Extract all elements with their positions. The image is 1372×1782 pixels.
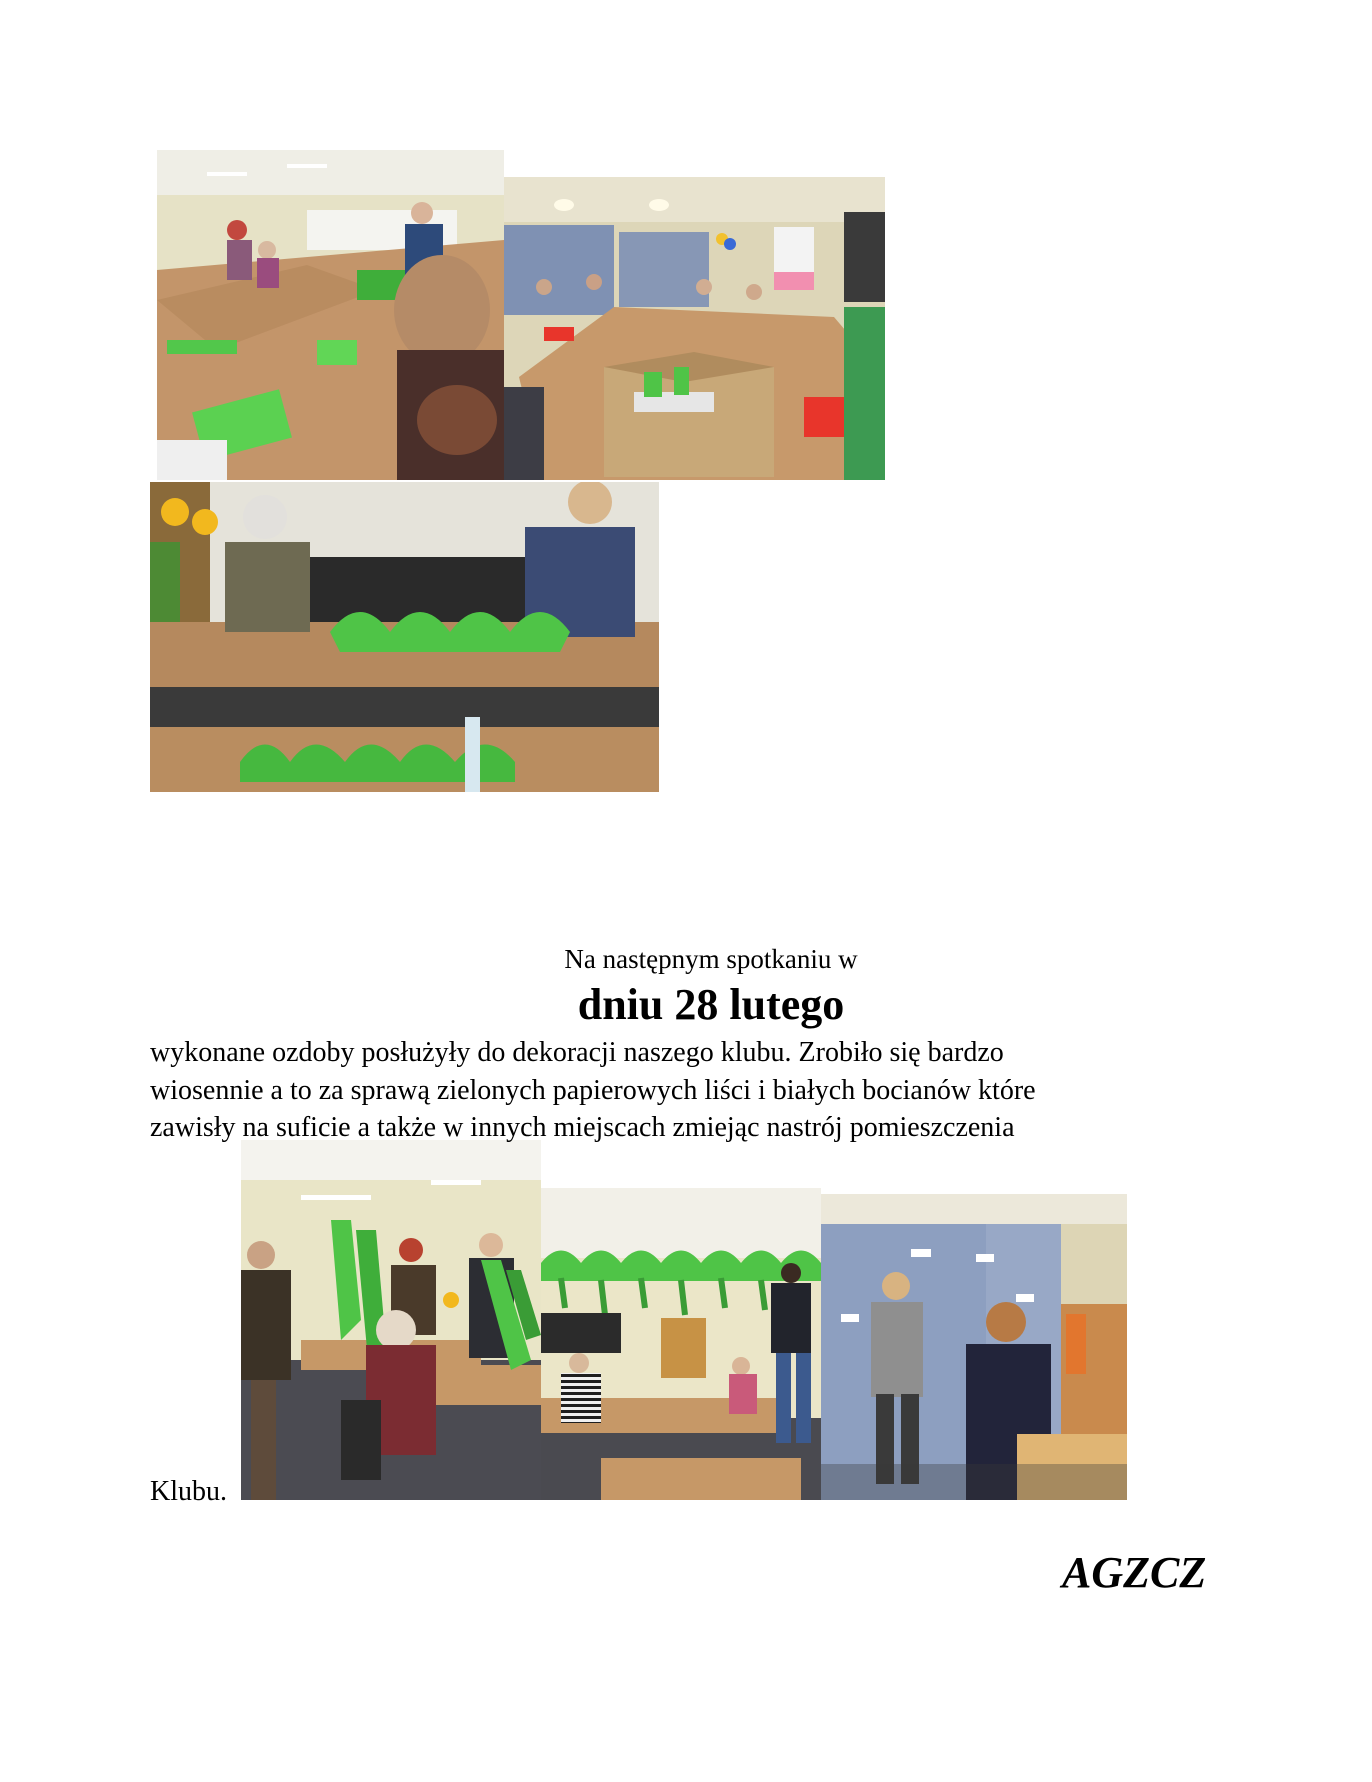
decoration-photo-3 [821,1194,1127,1500]
decoration-photo-1 [241,1140,541,1500]
intro-line: Na następnym spotkaniu w [564,944,858,974]
body-text-line: zawisły na suficie a także w innych miejscach zmiejąc nastrój pomieszczenia [150,1112,1015,1143]
body-text-line: wykonane ozdoby posłużyły do dekoracji naszego klubu. Zrobiło się bardzo [150,1037,1004,1068]
decoration-photo-2 [541,1188,821,1500]
workshop-photo-2 [504,177,885,480]
date-heading: dniu 28 lutego [577,980,845,1029]
body-text-line: wiosennie a to za sprawą zielonych papierowych liści i białych bocianów które [150,1075,1036,1106]
workshop-photo-3 [150,482,659,792]
closing-word: Klubu. [150,1476,227,1507]
workshop-photo-1 [157,150,504,480]
signature: AGZCZ [1062,1548,1207,1597]
